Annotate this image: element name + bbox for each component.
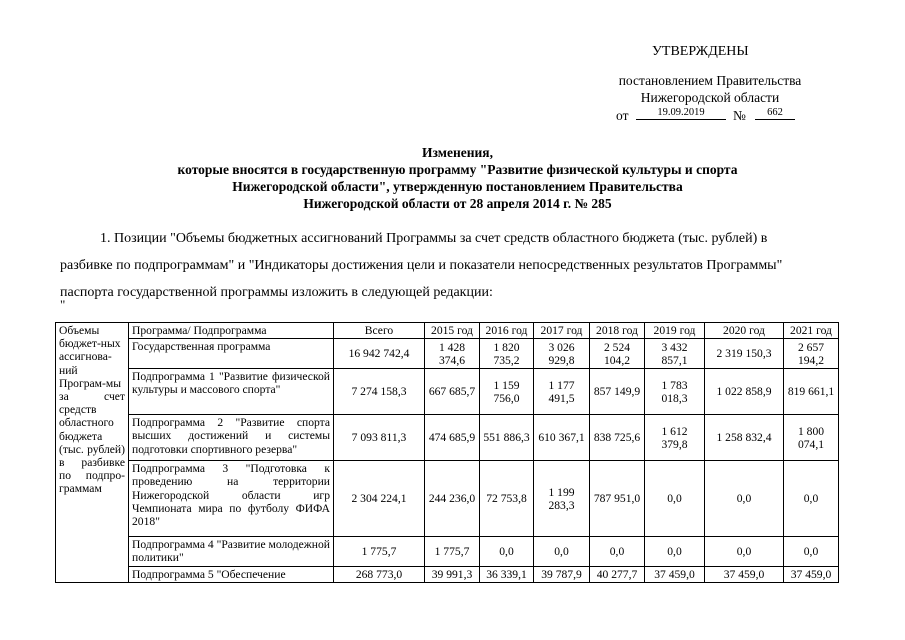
value-2021: 37 459,0 — [784, 567, 839, 583]
value-2017: 0,0 — [534, 537, 590, 567]
header-2015: 2015 год — [425, 323, 480, 339]
value-total: 268 773,0 — [334, 567, 425, 583]
header-2017: 2017 год — [534, 323, 590, 339]
value-2020: 37 459,0 — [705, 567, 784, 583]
value-2019: 1 612 379,8 — [645, 415, 705, 461]
value-2016: 72 753,8 — [480, 461, 534, 537]
header-2018: 2018 год — [590, 323, 645, 339]
value-2021: 1 800 074,1 — [784, 415, 839, 461]
value-2018: 787 951,0 — [590, 461, 645, 537]
value-2019: 37 459,0 — [645, 567, 705, 583]
program-name: Подпрограмма 1 "Развитие физической культуры и массового спорта" — [129, 369, 334, 415]
value-2015: 244 236,0 — [425, 461, 480, 537]
value-2021: 2 657 194,2 — [784, 339, 839, 369]
value-total: 2 304 224,1 — [334, 461, 425, 537]
value-2017: 1 199 283,3 — [534, 461, 590, 537]
heading-line-1: Изменения, — [422, 145, 493, 160]
value-2018: 2 524 104,2 — [590, 339, 645, 369]
value-total: 1 775,7 — [334, 537, 425, 567]
paragraph-line-2: разбивке по подпрограммам" и "Индикаторы достижения цели и показатели непосредственных результатов Программы" — [60, 258, 783, 273]
value-2018: 0,0 — [590, 537, 645, 567]
heading-line-4: Нижегородской области от 28 апреля 2014 г. № 285 — [303, 196, 612, 211]
value-2015: 474 685,9 — [425, 415, 480, 461]
program-name: Подпрограмма 4 "Развитие молодежной политики" — [129, 537, 334, 567]
value-total: 7 274 158,3 — [334, 369, 425, 415]
budget-side-label: Объемы бюджет-ных ассигнова-ний Програм-мы за счет средств областного бюджета (тыс. рублей) в разбивке по подпро-граммам — [56, 323, 129, 583]
header-total: Всего — [334, 323, 425, 339]
approval-line-1: постановлением Правительства — [618, 73, 802, 88]
value-2021: 819 661,1 — [784, 369, 839, 415]
value-2021: 0,0 — [784, 461, 839, 537]
value-2020: 0,0 — [705, 537, 784, 567]
header-2016: 2016 год — [480, 323, 534, 339]
heading-line-2: которые вносятся в государственную программу "Развитие физической культуры и спорта — [177, 162, 738, 177]
value-2018: 838 725,6 — [590, 415, 645, 461]
approval-date: 19.09.2019 — [636, 106, 726, 120]
value-2016: 36 339,1 — [480, 567, 534, 583]
approval-number-label: № — [733, 108, 746, 123]
value-2015: 1 428 374,6 — [425, 339, 480, 369]
value-2019: 3 432 857,1 — [645, 339, 705, 369]
table-row — [56, 415, 839, 461]
approval-date-label: от — [616, 108, 629, 123]
value-2016: 1 820 735,2 — [480, 339, 534, 369]
value-2015: 39 991,3 — [425, 567, 480, 583]
header-2021: 2021 год — [784, 323, 839, 339]
value-2021: 0,0 — [784, 537, 839, 567]
value-2017: 610 367,1 — [534, 415, 590, 461]
value-2015: 667 685,7 — [425, 369, 480, 415]
value-2015: 1 775,7 — [425, 537, 480, 567]
value-2016: 551 886,3 — [480, 415, 534, 461]
table-row — [56, 567, 839, 583]
value-2020: 2 319 150,3 — [705, 339, 784, 369]
value-2017: 1 177 491,5 — [534, 369, 590, 415]
value-total: 7 093 811,3 — [334, 415, 425, 461]
program-name: Подпрограмма 5 "Обеспечение — [129, 567, 334, 583]
header-2019: 2019 год — [645, 323, 705, 339]
table-row — [56, 461, 839, 537]
value-2016: 0,0 — [480, 537, 534, 567]
value-2019: 1 783 018,3 — [645, 369, 705, 415]
program-name: Подпрограмма 3 "Подготовка к проведению на территории Нижегородской области игр Чемпионата мира по футболу ФИФА 2018" — [129, 461, 334, 537]
value-2018: 857 149,9 — [590, 369, 645, 415]
value-2020: 0,0 — [705, 461, 784, 537]
paragraph-line-1: 1. Позиции "Объемы бюджетных ассигнований Программы за счет средств областного бюджета (тыс. рублей) в — [100, 231, 768, 246]
table-row — [56, 369, 839, 415]
value-2016: 1 159 756,0 — [480, 369, 534, 415]
paragraph-line-3: паспорта государственной программы изложить в следующей редакции: — [60, 285, 493, 300]
table-row — [56, 537, 839, 567]
value-2018: 40 277,7 — [590, 567, 645, 583]
value-2020: 1 022 858,9 — [705, 369, 784, 415]
value-2017: 3 026 929,8 — [534, 339, 590, 369]
approval-line-2: Нижегородской области — [640, 90, 780, 105]
opening-quote: " — [60, 297, 66, 312]
value-2019: 0,0 — [645, 461, 705, 537]
program-name: Государственная программа — [129, 339, 334, 369]
table-row — [56, 339, 839, 369]
budget-table — [55, 322, 839, 583]
heading-line-3: Нижегородской области", утвержденную постановлением Правительства — [232, 179, 683, 194]
value-2020: 1 258 832,4 — [705, 415, 784, 461]
table-header-row — [56, 323, 839, 339]
value-2019: 0,0 — [645, 537, 705, 567]
approval-title: УТВЕРЖДЕНЫ — [652, 44, 749, 59]
program-name: Подпрограмма 2 "Развитие спорта высших достижений и системы подготовки спортивного резерва" — [129, 415, 334, 461]
value-total: 16 942 742,4 — [334, 339, 425, 369]
approval-number: 662 — [755, 106, 795, 120]
header-program: Программа/ Подпрограмма — [129, 323, 334, 339]
header-2020: 2020 год — [705, 323, 784, 339]
value-2017: 39 787,9 — [534, 567, 590, 583]
